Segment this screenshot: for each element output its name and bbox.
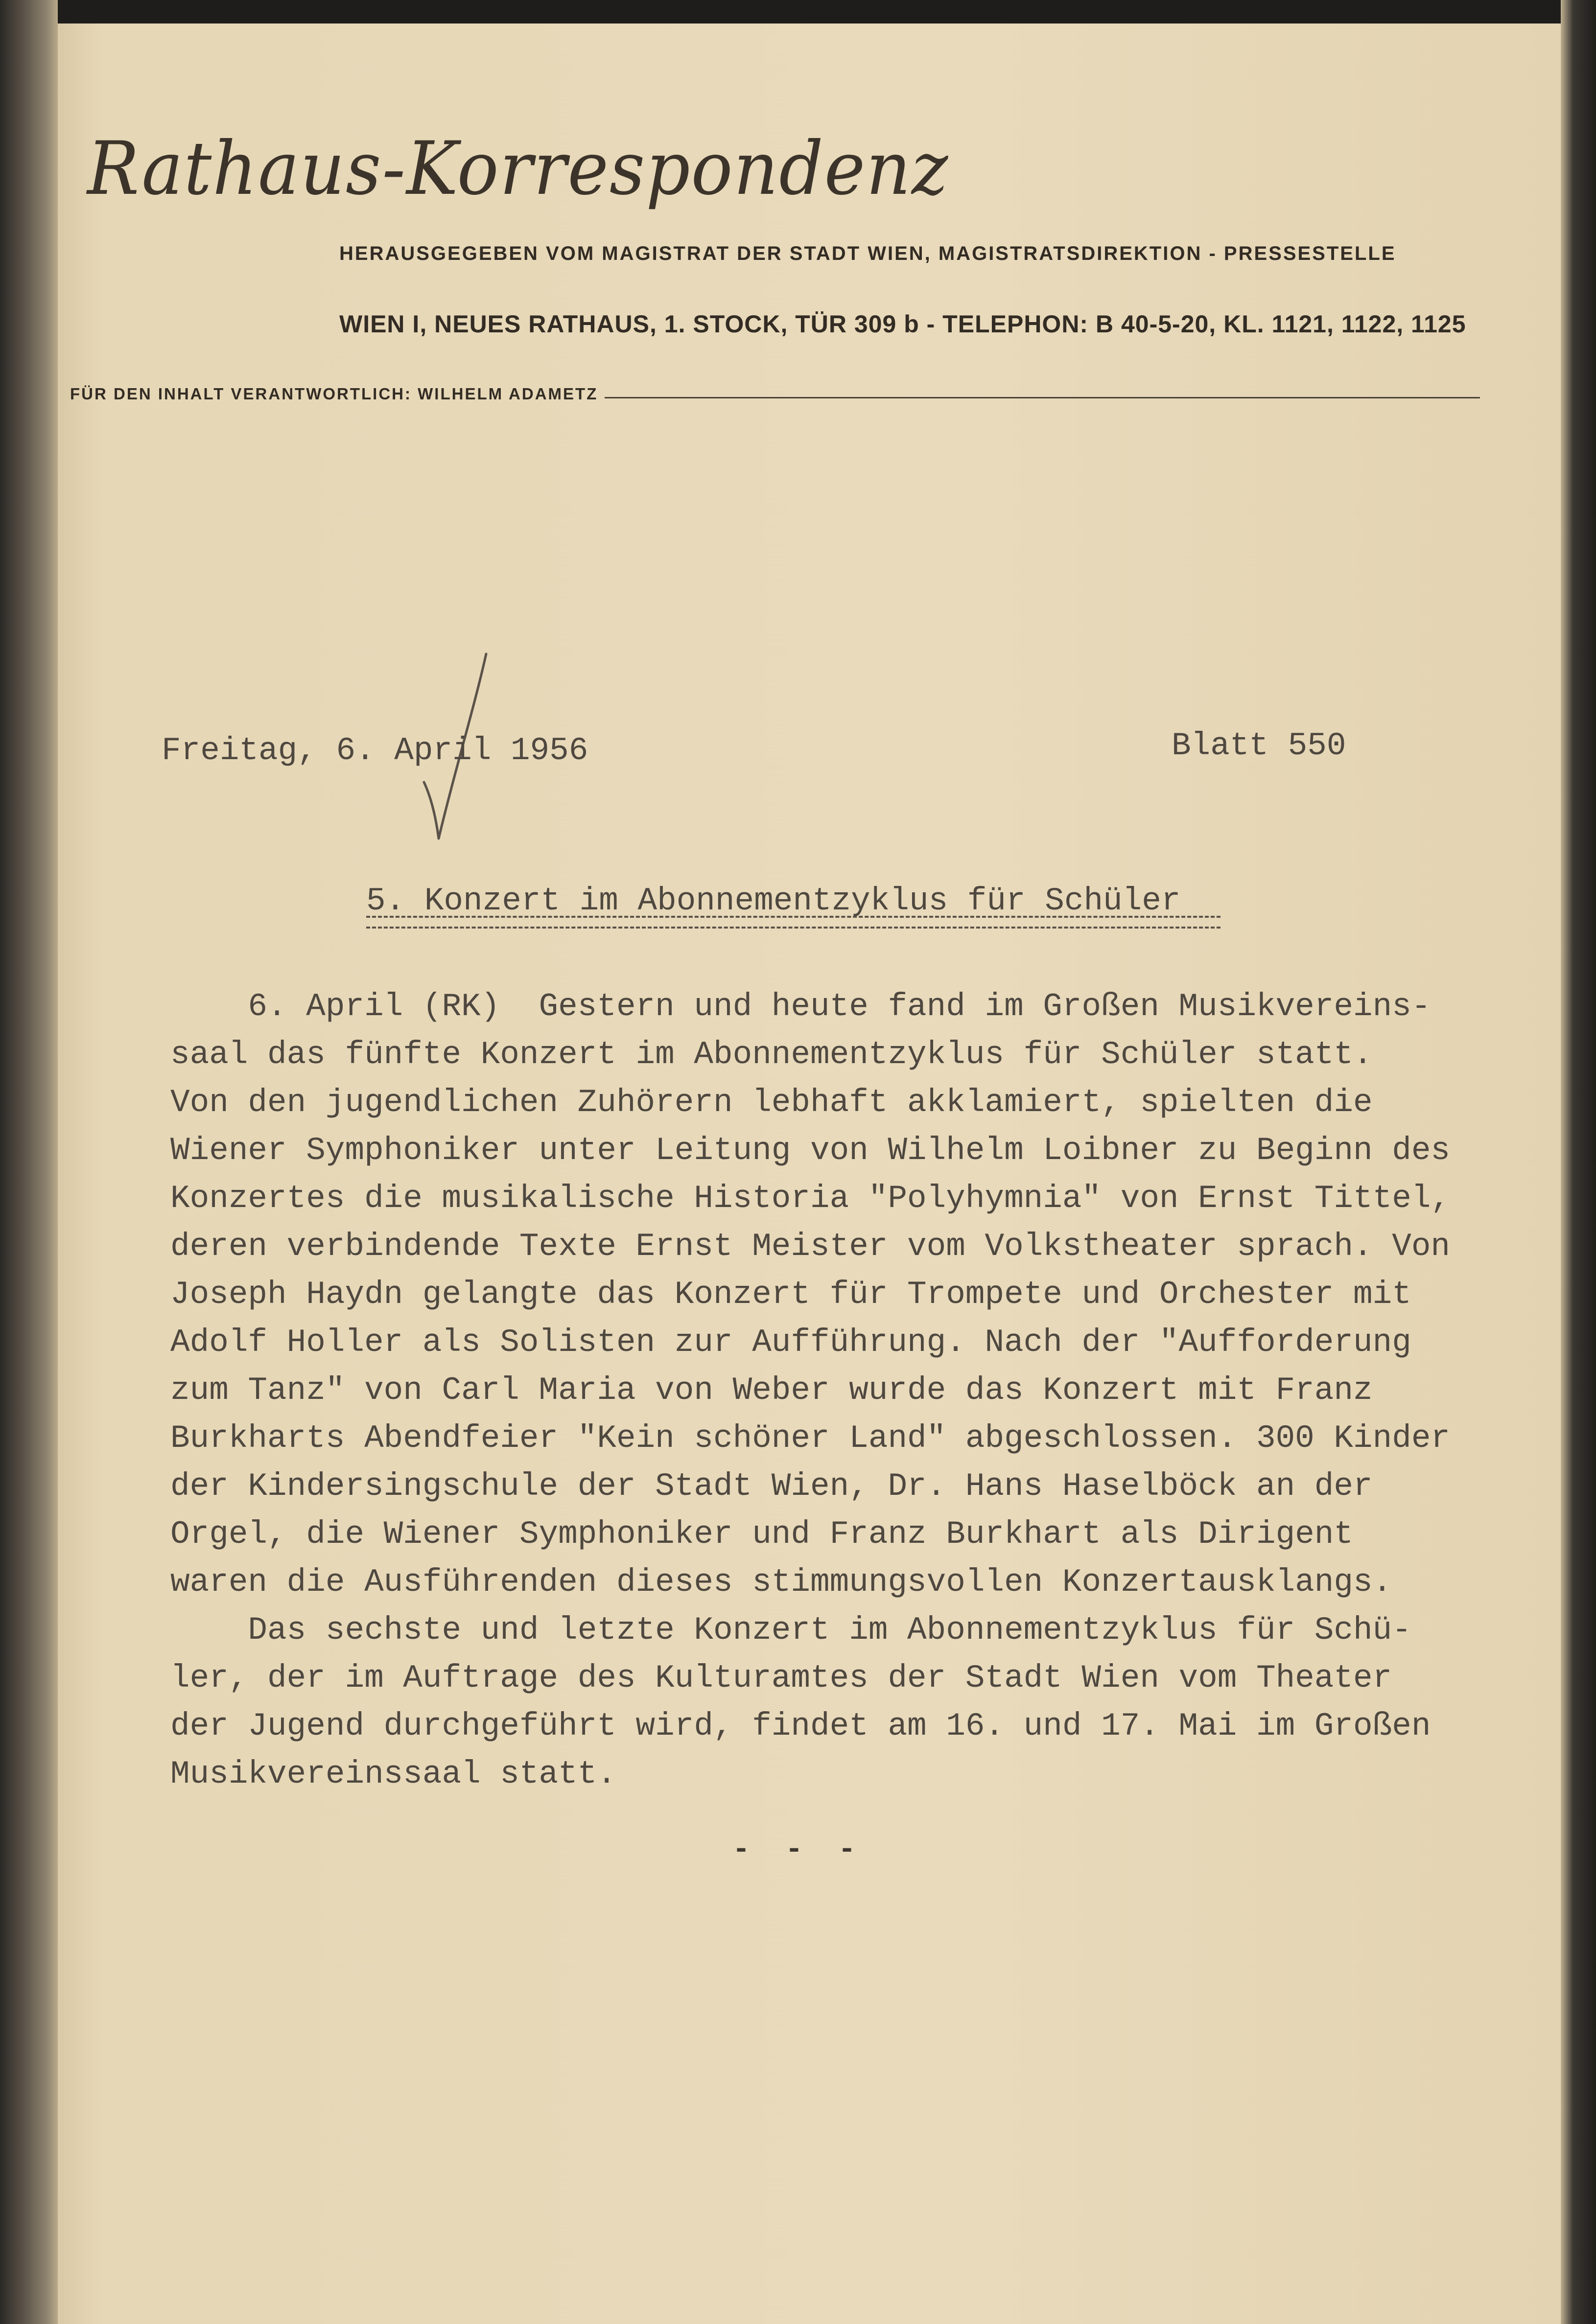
body-line: Adolf Holler als Solisten zur Aufführung. Nach der "Aufforderung	[170, 1324, 1411, 1361]
headline: 5. Konzert im Abonnementzyklus für Schüler	[366, 883, 1181, 919]
body-line: deren verbindende Texte Ernst Meister vom Volkstheater sprach. Von	[170, 1228, 1451, 1265]
body-line: ler, der im Auftrage des Kulturamtes der Stadt Wien vom Theater	[170, 1660, 1392, 1697]
sheet-number: Blatt 550	[1172, 727, 1346, 764]
body-line: Wiener Symphoniker unter Leitung von Wilhelm Loibner zu Beginn des	[170, 1132, 1451, 1169]
responsible-rule	[605, 397, 1480, 398]
body-line: Das sechste und letzte Konzert im Abonnementzyklus für Schü-	[170, 1612, 1411, 1649]
body-line: Musikvereinssaal statt.	[170, 1756, 616, 1792]
body-line: saal das fünfte Konzert im Abonnementzyklus für Schüler statt.	[170, 1036, 1373, 1073]
body-line: Burkharts Abendfeier "Kein schöner Land" abgeschlossen. 300 Kinder	[170, 1420, 1451, 1457]
body-line: Joseph Haydn gelangte das Konzert für Trompete und Orchester mit	[170, 1276, 1411, 1313]
body-line: 6. April (RK) Gestern und heute fand im Großen Musikvereins-	[170, 988, 1431, 1025]
book-binding	[0, 0, 58, 2324]
body-line: waren die Ausführenden dieses stimmungsvollen Konzertausklangs.	[170, 1564, 1392, 1601]
body-line: Konzertes die musikalische Historia "Polyhymnia" von Ernst Tittel,	[170, 1180, 1451, 1217]
article-body	[170, 983, 1541, 1798]
masthead-responsible	[70, 385, 1480, 403]
responsible-label: FÜR DEN INHALT VERANTWORTLICH: WILHELM ADAMETZ	[70, 385, 598, 403]
masthead-publisher: HERAUSGEGEBEN VOM MAGISTRAT DER STADT WIEN, MAGISTRATSDIREKTION - PRESSESTELLE	[339, 243, 1396, 264]
dateline: Freitag, 6. April 1956	[162, 732, 588, 769]
masthead-title: Rathaus-Korrespondenz	[87, 126, 949, 211]
body-line: Von den jugendlichen Zuhörern lebhaft akklamiert, spielten die	[170, 1084, 1373, 1121]
end-mark: - - -	[732, 1834, 865, 1867]
body-line: der Jugend durchgeführt wird, findet am 16. und 17. Mai im Großen	[170, 1708, 1431, 1744]
body-line: Orgel, die Wiener Symphoniker und Franz Burkhart als Dirigent	[170, 1516, 1353, 1553]
document-page	[58, 23, 1561, 2324]
body-line: zum Tanz" von Carl Maria von Weber wurde das Konzert mit Franz	[170, 1372, 1373, 1409]
page-edge	[1561, 0, 1596, 2324]
headline-underline	[366, 916, 1220, 929]
masthead-address: WIEN I, NEUES RATHAUS, 1. STOCK, TÜR 309 b - TELEPHON: B 40-5-20, KL. 1121, 1122, 1125	[339, 310, 1466, 338]
body-line: der Kindersingschule der Stadt Wien, Dr. Hans Haselböck an der	[170, 1468, 1373, 1505]
